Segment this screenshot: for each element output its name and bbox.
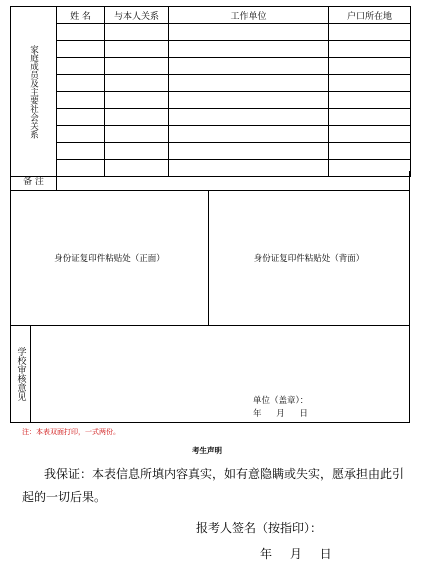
family-cell-name[interactable] — [57, 41, 105, 58]
unit-stamp-label: 单位（盖章）： — [253, 396, 309, 406]
family-cell-workplace[interactable] — [169, 143, 329, 160]
family-cell-relation[interactable] — [105, 58, 169, 75]
declaration-date: 年 月 日 — [260, 547, 332, 561]
family-cell-name[interactable] — [57, 126, 105, 143]
school-review-input-area[interactable] — [31, 326, 409, 422]
family-cell-workplace[interactable] — [169, 75, 329, 92]
id-front-label: 身份证复印件粘贴处（正面） — [54, 254, 165, 264]
family-cell-workplace[interactable] — [169, 24, 329, 41]
family-cell-name[interactable] — [57, 24, 105, 41]
family-cell-workplace[interactable] — [169, 109, 329, 126]
family-row — [11, 24, 411, 41]
declaration-title: 考生声明 — [192, 446, 222, 455]
family-cell-household[interactable] — [329, 143, 411, 160]
family-row — [11, 143, 411, 160]
family-cell-household[interactable] — [329, 75, 411, 92]
family-cell-workplace[interactable] — [169, 41, 329, 58]
remarks-label: 备 注 — [23, 177, 44, 187]
family-cell-name[interactable] — [57, 109, 105, 126]
family-side-label-text: 家庭成员及主要社会关系 — [28, 44, 39, 139]
family-cell-relation[interactable] — [105, 143, 169, 160]
id-back-label: 身份证复印件粘贴处（背面） — [253, 254, 365, 264]
family-cell-relation[interactable] — [105, 41, 169, 58]
family-cell-workplace[interactable] — [169, 126, 329, 143]
id-front-box[interactable] — [11, 191, 209, 325]
school-review-date: 年 月 日 — [253, 409, 308, 419]
remarks-input-area[interactable] — [57, 171, 409, 190]
family-cell-workplace[interactable] — [169, 58, 329, 75]
family-cell-name[interactable] — [57, 75, 105, 92]
family-cell-relation[interactable] — [105, 24, 169, 41]
print-note: 注：本表双面打印，一式两份。 — [22, 428, 120, 436]
family-row — [11, 126, 411, 143]
family-cell-workplace[interactable] — [169, 92, 329, 109]
family-cell-household[interactable] — [329, 126, 411, 143]
family-cell-household[interactable] — [329, 41, 411, 58]
col-header-relation: 与本人关系 — [105, 7, 169, 24]
family-cell-household[interactable] — [329, 58, 411, 75]
col-header-name: 姓 名 — [57, 7, 105, 24]
family-row — [11, 58, 411, 75]
declaration-line2: 起的一切后果。 — [22, 490, 107, 504]
signature-label: 报考人签名（按指印）： — [196, 521, 323, 535]
family-row — [11, 109, 411, 126]
family-cell-name[interactable] — [57, 92, 105, 109]
family-row — [11, 92, 411, 109]
family-header-row — [11, 7, 411, 24]
family-row — [11, 41, 411, 58]
remarks-label-cell — [11, 171, 57, 190]
family-cell-relation[interactable] — [105, 92, 169, 109]
family-cell-relation[interactable] — [105, 109, 169, 126]
family-cell-household[interactable] — [329, 24, 411, 41]
remarks-row — [10, 171, 410, 191]
declaration-line1: 我保证：本表信息所填内容真实，如有意隐瞒或失实，愿承担由此引 — [44, 467, 405, 481]
school-review-label-cell — [11, 326, 31, 422]
family-row — [11, 75, 411, 92]
school-review-area — [10, 325, 410, 423]
family-cell-household[interactable] — [329, 109, 411, 126]
id-copy-area — [10, 190, 410, 326]
family-cell-relation[interactable] — [105, 75, 169, 92]
school-review-label: 学校审核意见 — [15, 347, 26, 401]
col-header-household: 户口所在地 — [329, 7, 411, 24]
family-cell-name[interactable] — [57, 143, 105, 160]
id-back-box[interactable] — [209, 191, 409, 325]
family-relations-table — [10, 6, 411, 177]
family-cell-relation[interactable] — [105, 126, 169, 143]
family-cell-household[interactable] — [329, 92, 411, 109]
col-header-workplace: 工作单位 — [169, 7, 329, 24]
family-side-label — [11, 7, 57, 177]
family-cell-name[interactable] — [57, 58, 105, 75]
